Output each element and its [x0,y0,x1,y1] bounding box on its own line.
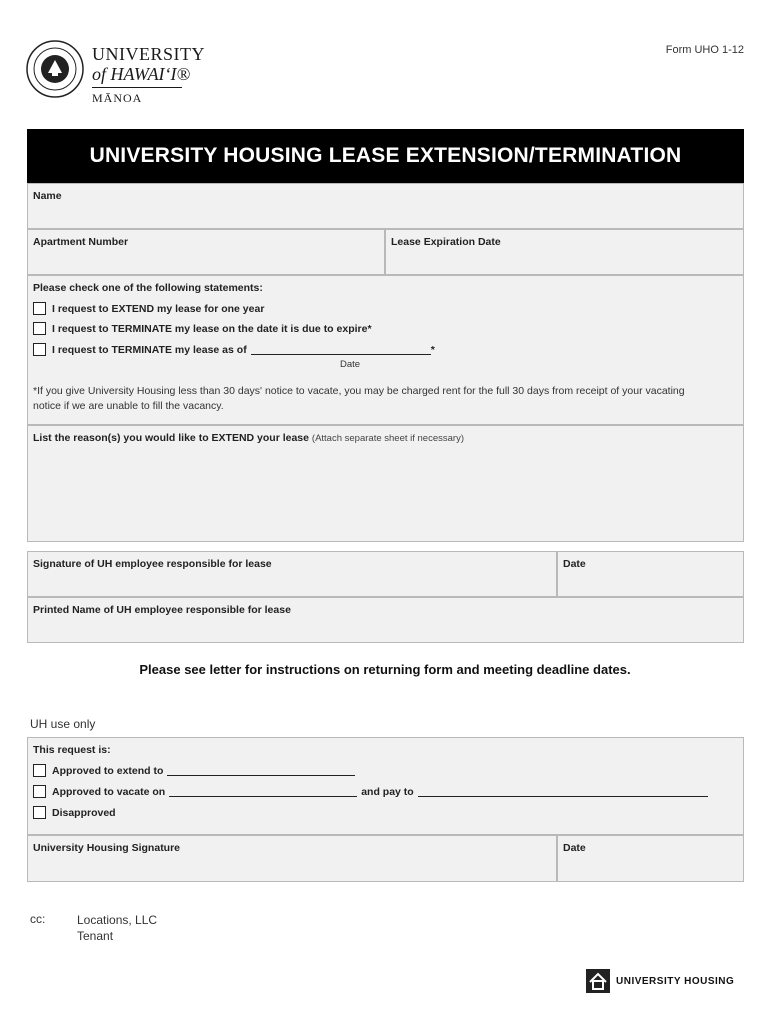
approved-vacate-label: Approved to vacate on [52,785,166,798]
name-field[interactable] [27,183,744,229]
option-terminate-expire [33,322,372,335]
option-terminate-date [33,343,435,356]
option-extend [33,302,264,315]
form-id: Form UHO 1-12 [665,44,744,56]
request-label: This request is: [33,744,111,756]
disapproved-checkbox[interactable] [33,806,46,819]
lease-expiration-label: Lease Expiration Date [391,236,501,248]
option-terminate-date-label: I request to TERMINATE my lease as of [52,343,247,356]
employee-signature-label: Signature of UH employee responsible for lease [33,558,272,570]
university-housing-brand [586,969,734,993]
notice-footnote: *If you give University Housing less than 30 days' notice to vacate, you may be charged rent for the full 30 days from receipt of your vacating notice if we are unable to fill the vacancy. [33,385,685,412]
footer-brand-text: UNIVERSITY HOUSING [616,975,735,987]
uh-use-section [27,737,744,835]
return-instruction: Please see letter for instructions on returning form and meeting deadline dates. [139,662,631,677]
terminate-date-asterisk: * [430,343,435,356]
reasons-field[interactable] [27,425,744,542]
approved-vacate-line[interactable] [169,786,357,797]
option-terminate-expire-label: I request to TERMINATE my lease on the date it is due to expire* [52,322,372,335]
lease-expiration-field[interactable] [385,229,744,275]
date-caption: Date [340,359,361,370]
statements-heading: Please check one of the following statements: [33,282,263,294]
approved-vacate-checkbox[interactable] [33,785,46,798]
and-pay-to-label: and pay to [361,785,414,798]
employee-signature-field[interactable] [27,551,557,597]
name-label: Name [33,190,62,202]
hawaii-name: of HAWAIʻI® [92,64,191,84]
approved-vacate-row [33,785,708,798]
housing-signature-label: University Housing Signature [33,842,181,854]
housing-signature-field[interactable] [27,835,557,882]
campus-name: MĀNOA [92,87,182,106]
cc-recipient: Locations, LLC [77,913,158,927]
reasons-note: (Attach separate sheet if necessary) [311,433,464,444]
extend-checkbox[interactable] [33,302,46,315]
disapproved-label: Disapproved [52,806,116,819]
university-seal-logo [26,40,84,98]
terminate-expire-checkbox[interactable] [33,322,46,335]
disapproved-row [33,806,116,819]
employee-date-field[interactable] [557,551,744,597]
pay-to-line[interactable] [418,786,708,797]
cc-recipients [77,912,157,944]
house-icon [586,969,610,993]
reasons-label: List the reason(s) you would like to EXTEND your lease [33,432,309,444]
employee-printed-name-label: Printed Name of UH employee responsible for lease [33,604,291,616]
approved-extend-line[interactable] [167,765,355,776]
approved-extend-row [33,764,355,777]
employee-date-label: Date [563,558,586,570]
statements-section [27,275,744,425]
terminate-date-checkbox[interactable] [33,343,46,356]
form-title: UNIVERSITY HOUSING LEASE EXTENSION/TERMINATION [27,129,744,183]
apartment-number-label: Apartment Number [33,236,129,248]
uh-use-heading: UH use only [30,717,96,731]
approved-extend-checkbox[interactable] [33,764,46,777]
cc-label: cc: [30,912,46,926]
employee-printed-name-field[interactable] [27,597,744,643]
university-wordmark [92,44,205,107]
housing-date-field[interactable] [557,835,744,882]
terminate-date-line[interactable] [251,344,431,355]
approved-extend-label: Approved to extend to [52,764,164,777]
reasons-label-wrap [33,432,464,444]
housing-date-label: Date [563,842,586,854]
apartment-number-field[interactable] [27,229,385,275]
option-extend-label: I request to EXTEND my lease for one year [52,302,265,315]
university-name: UNIVERSITY [92,44,205,64]
cc-recipient: Tenant [77,929,114,943]
